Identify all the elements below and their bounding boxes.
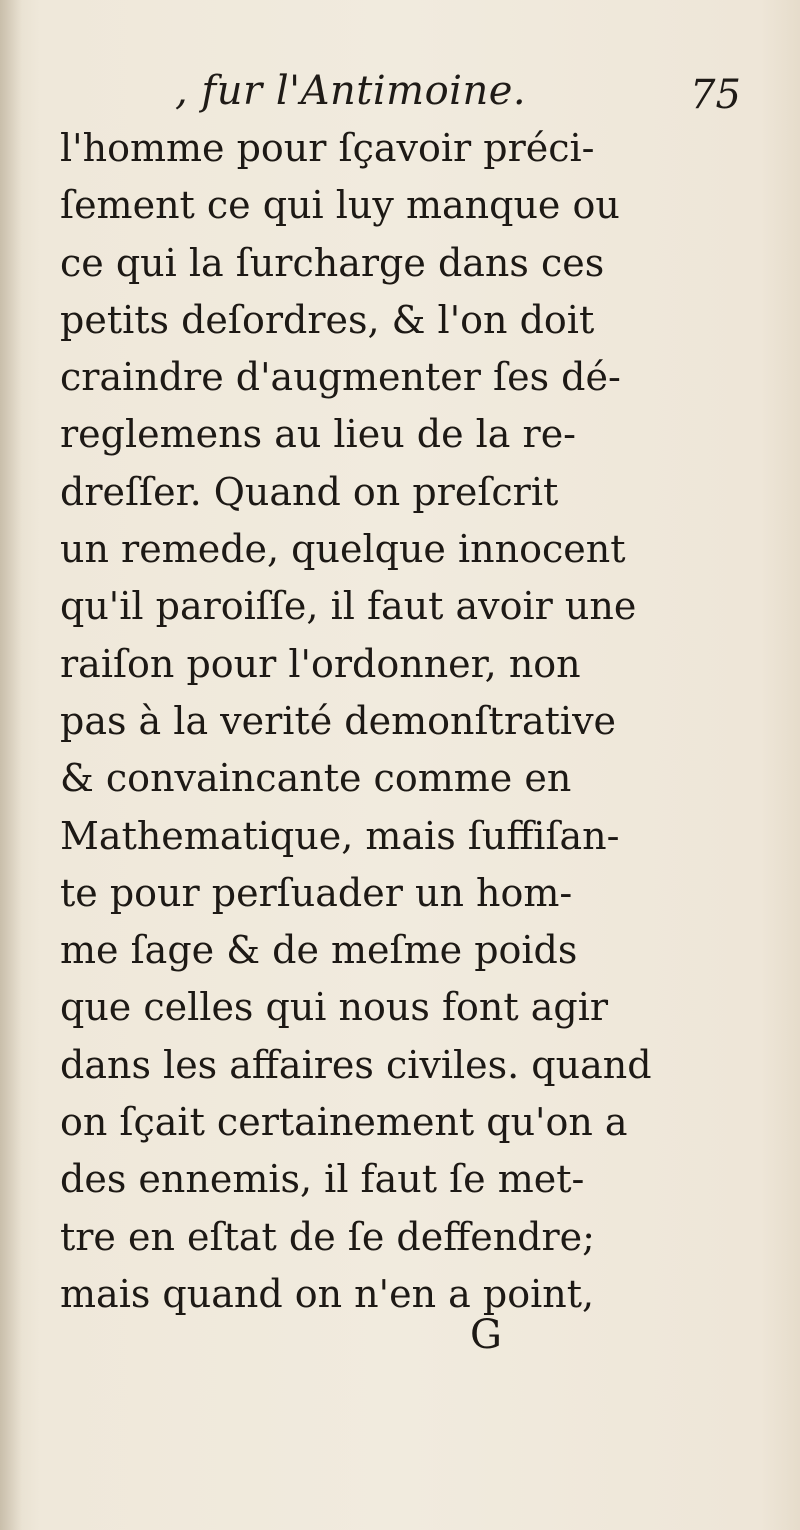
text-line: raiſon pour l'ordonner, non [60, 641, 581, 686]
text-line: des ennemis, il faut ſe met- [60, 1157, 585, 1202]
body-text [60, 120, 750, 1323]
text-line: reglemens au lieu de la re- [60, 412, 577, 457]
text-line: que celles qui nous font agir [60, 985, 609, 1030]
gutter-shadow [0, 0, 22, 1530]
text-line: mais quand on n'en a point, [60, 1271, 595, 1316]
text-line: dans les affaires civiles. quand [60, 1042, 652, 1087]
text-line: dreſſer. Quand on preſcrit [60, 469, 559, 514]
signature-mark: G [470, 1312, 502, 1358]
text-line: ce qui la ſurcharge dans ces [60, 240, 605, 285]
running-title: , fur l'Antimoine. [175, 68, 527, 114]
running-head [0, 68, 800, 128]
text-line: ſement ce qui luy manque ou [60, 183, 620, 228]
text-line: un remede, quelque innocent [60, 527, 626, 572]
text-line: & convaincante comme en [60, 756, 572, 801]
text-line: craindre d'augmenter ſes dé- [60, 355, 621, 400]
text-line: petits deſordres, & l'on doit [60, 297, 595, 342]
text-line: pas à la verité demonſtrative [60, 698, 617, 743]
text-line: me ſage & de meſme poids [60, 928, 578, 973]
text-line: te pour perſuader un hom- [60, 870, 573, 915]
text-line: l'homme pour ſçavoir préci- [60, 126, 595, 170]
text-line: tre en eſtat de ſe deffendre; [60, 1214, 595, 1259]
text-line: qu'il paroiſſe, il faut avoir une [60, 584, 637, 629]
text-line: Mathematique, mais ſuffiſan- [60, 813, 620, 858]
page-number: 75 [690, 72, 741, 118]
text-line: on ſçait certainement qu'on a [60, 1100, 628, 1145]
